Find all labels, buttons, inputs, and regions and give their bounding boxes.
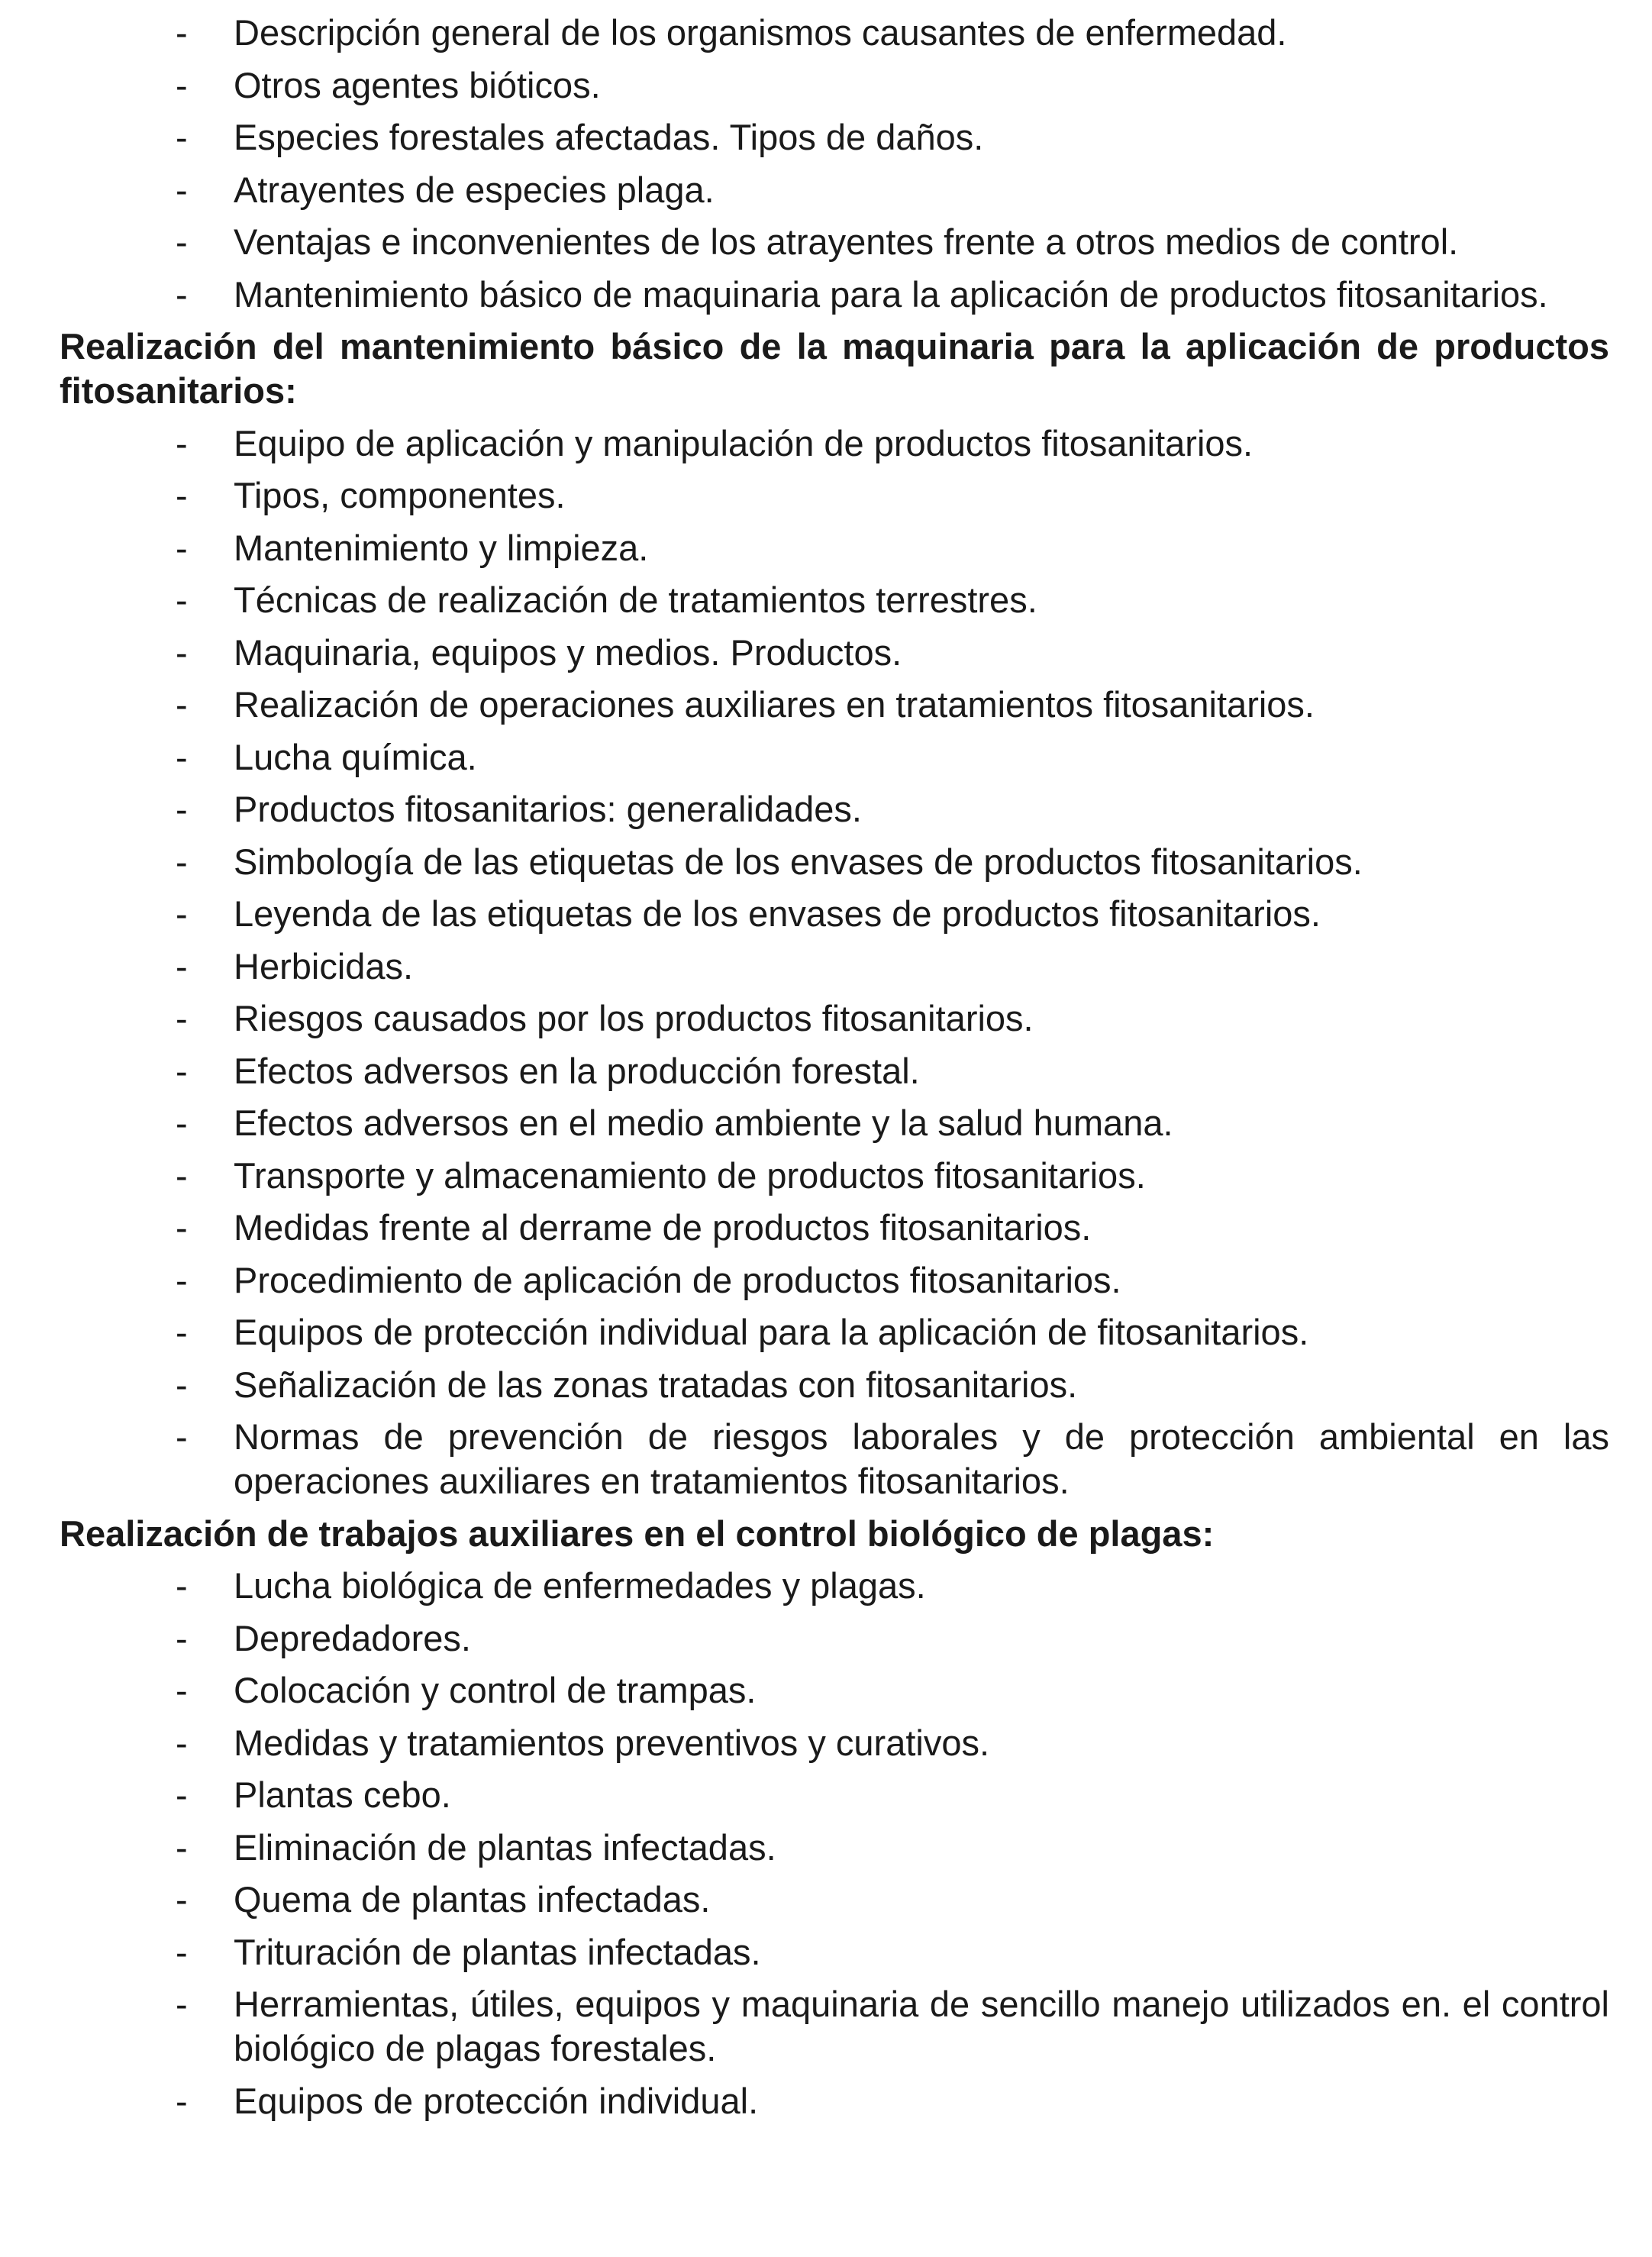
list-item-text: Ventajas e inconvenientes de los atrayentes frente a otros medios de control. (234, 221, 1459, 262)
list-item (60, 1721, 1609, 1765)
list-item (60, 1258, 1609, 1303)
list-item (60, 2079, 1609, 2123)
dash-bullet: - (176, 2080, 188, 2121)
list-item (60, 421, 1609, 466)
list-item-text: Herramientas, útiles, equipos y maquinaria de sencillo manejo utilizados en. el control biológico de plagas forestales. (234, 1984, 1609, 2068)
list-item (60, 683, 1609, 727)
list-item-text: Tipos, componentes. (234, 475, 566, 515)
list-item (60, 1668, 1609, 1713)
list-item (60, 1616, 1609, 1661)
dash-bullet: - (176, 1312, 188, 1352)
dash-bullet: - (176, 945, 188, 986)
list-item-text: Equipo de aplicación y manipulación de productos fitosanitarios. (234, 422, 1254, 463)
dash-bullet: - (176, 527, 188, 568)
dash-bullet: - (176, 1207, 188, 1248)
dash-bullet: - (176, 893, 188, 934)
list-item-text: Mantenimiento básico de maquinaria para la aplicación de productos fitosanitarios. (234, 273, 1548, 315)
maintenance-list (60, 421, 1609, 1504)
intro-list (60, 11, 1609, 317)
list-item-text: Medidas frente al derrame de productos fitosanitarios. (234, 1207, 1092, 1248)
biological-section-heading: Realización de trabajos auxiliares en el control biológico de plagas: (60, 1513, 1215, 1554)
list-item (60, 996, 1609, 1041)
list-item (60, 944, 1609, 989)
list-item (60, 631, 1609, 675)
list-item-text: Transporte y almacenamiento de productos fitosanitarios. (234, 1154, 1146, 1196)
dash-bullet: - (176, 736, 188, 777)
dash-bullet: - (176, 169, 188, 210)
list-item-text: Especies forestales afectadas. Tipos de daños. (234, 117, 984, 157)
list-item (60, 578, 1609, 622)
list-item-text: Lucha química. (234, 736, 477, 777)
list-item-text: Técnicas de realización de tratamientos terrestres. (234, 580, 1037, 620)
dash-bullet: - (176, 1103, 188, 1143)
dash-bullet: - (176, 684, 188, 725)
dash-bullet: - (176, 1154, 188, 1196)
list-item-text: Plantas cebo. (234, 1774, 451, 1815)
dash-bullet: - (176, 1879, 188, 1920)
list-item (60, 735, 1609, 780)
list-item-text: Quema de plantas infectadas. (234, 1879, 711, 1920)
list-item-text: Lucha biológica de enfermedades y plagas. (234, 1565, 926, 1606)
list-item (60, 1310, 1609, 1355)
list-item-text: Maquinaria, equipos y medios. Productos. (234, 631, 902, 673)
list-item (60, 11, 1609, 55)
dash-bullet: - (176, 998, 188, 1038)
dash-bullet: - (176, 841, 188, 882)
list-item-text: Equipos de protección individual para la aplicación de fitosanitarios. (234, 1312, 1309, 1352)
dash-bullet: - (176, 789, 188, 829)
list-item-text: Simbología de las etiquetas de los envases de productos fitosanitarios. (234, 841, 1363, 882)
dash-bullet: - (176, 1984, 188, 2024)
list-item (60, 1930, 1609, 1974)
list-item (60, 1415, 1609, 1503)
list-item (60, 115, 1609, 160)
dash-bullet: - (176, 1565, 188, 1606)
maintenance-section-heading: Realización del mantenimiento básico de la maquinaria para la aplicación de productos fitosanitarios: (60, 326, 1609, 411)
dash-bullet: - (176, 12, 188, 53)
list-item-text: Colocación y control de trampas. (234, 1670, 757, 1710)
list-item-text: Productos fitosanitarios: generalidades. (234, 789, 862, 829)
dash-bullet: - (176, 117, 188, 157)
list-item-text: Otros agentes bióticos. (234, 64, 601, 105)
list-item-text: Depredadores. (234, 1617, 471, 1658)
list-item-text: Eliminación de plantas infectadas. (234, 1826, 776, 1868)
dash-bullet: - (176, 1617, 188, 1658)
list-item-text: Normas de prevención de riesgos laborales y de protección ambiental en las operaciones auxiliares en tratamientos fitosanitarios. (234, 1416, 1609, 1501)
list-item (60, 1564, 1609, 1608)
dash-bullet: - (176, 273, 188, 315)
list-item (60, 1826, 1609, 1870)
list-item (60, 1101, 1609, 1145)
list-item (60, 787, 1609, 831)
list-item (60, 1363, 1609, 1407)
list-item (60, 892, 1609, 936)
dash-bullet: - (176, 580, 188, 620)
list-item-text: Equipos de protección individual. (234, 2080, 759, 2121)
list-item-text: Leyenda de las etiquetas de los envases de productos fitosanitarios. (234, 893, 1321, 934)
dash-bullet: - (176, 1259, 188, 1300)
dash-bullet: - (176, 221, 188, 262)
list-item-text: Efectos adversos en la producción forestal. (234, 1050, 920, 1091)
list-item (60, 168, 1609, 212)
list-item (60, 473, 1609, 518)
list-item (60, 526, 1609, 570)
list-item (60, 1773, 1609, 1817)
dash-bullet: - (176, 64, 188, 105)
list-item-text: Atrayentes de especies plaga. (234, 169, 715, 210)
list-item (60, 1049, 1609, 1093)
list-item-text: Mantenimiento y limpieza. (234, 527, 649, 568)
list-item (60, 1878, 1609, 1922)
list-item-text: Efectos adversos en el medio ambiente y la salud humana. (234, 1103, 1173, 1143)
dash-bullet: - (176, 1416, 188, 1457)
dash-bullet: - (176, 475, 188, 515)
list-item (60, 840, 1609, 884)
dash-bullet: - (176, 1364, 188, 1405)
list-item-text: Descripción general de los organismos causantes de enfermedad. (234, 12, 1287, 53)
list-item-text: Medidas y tratamientos preventivos y curativos. (234, 1722, 990, 1763)
list-item-text: Riesgos causados por los productos fitosanitarios. (234, 998, 1034, 1038)
dash-bullet: - (176, 1931, 188, 1972)
list-item (60, 273, 1609, 317)
dash-bullet: - (176, 1722, 188, 1763)
dash-bullet: - (176, 1774, 188, 1815)
list-item (60, 220, 1609, 264)
dash-bullet: - (176, 1826, 188, 1868)
dash-bullet: - (176, 631, 188, 673)
dash-bullet: - (176, 1050, 188, 1091)
list-item-text: Herbicidas. (234, 945, 414, 986)
list-item-text: Realización de operaciones auxiliares en tratamientos fitosanitarios. (234, 684, 1315, 725)
list-item (60, 1982, 1609, 2071)
list-item (60, 1154, 1609, 1198)
document-page (60, 11, 1609, 2131)
list-item (60, 1206, 1609, 1250)
list-item-text: Procedimiento de aplicación de productos fitosanitarios. (234, 1259, 1121, 1300)
dash-bullet: - (176, 1670, 188, 1710)
list-item-text: Señalización de las zonas tratadas con fitosanitarios. (234, 1364, 1078, 1405)
biological-list (60, 1564, 1609, 2123)
list-item-text: Trituración de plantas infectadas. (234, 1931, 761, 1972)
dash-bullet: - (176, 422, 188, 463)
list-item (60, 63, 1609, 108)
